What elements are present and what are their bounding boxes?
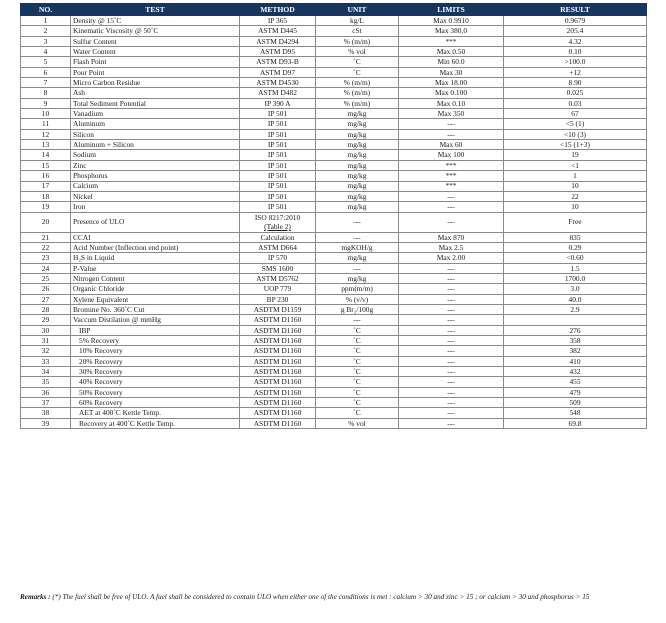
cell-test: Nickel [71, 191, 240, 201]
cell-no: 11 [21, 119, 71, 129]
cell-method: ASDTM D1160 [240, 325, 316, 335]
cell-limits: --- [399, 119, 504, 129]
cell-no: 32 [21, 346, 71, 356]
cell-no: 31 [21, 335, 71, 345]
cell-unit: ˚C [316, 377, 399, 387]
cell-no: 9 [21, 98, 71, 108]
cell-method: ASTM D482 [240, 88, 316, 98]
cell-result: 67 [504, 109, 647, 119]
table-row [21, 140, 647, 150]
cell-unit: --- [316, 263, 399, 273]
cell-method: IP 501 [240, 119, 316, 129]
cell-method: ASDTM D1160 [240, 377, 316, 387]
cell-test: Kinematic Viscosity @ 50˚C [71, 26, 240, 36]
cell-limits: --- [399, 284, 504, 294]
cell-limits: --- [399, 212, 504, 232]
remarks-text: (*) The fuel shall be free of ULO. A fuel shall be considered to contain ULO when either one of the conditions is met : calcium > 30 and zinc > 15 ; or calcium > 30 and phosphorus > 15 [52, 593, 590, 601]
cell-no: 10 [21, 109, 71, 119]
cell-result: 0.9679 [504, 16, 647, 26]
cell-limits: --- [399, 387, 504, 397]
cell-method: IP 501 [240, 202, 316, 212]
cell-limits: Max 0.50 [399, 47, 504, 57]
cell-no: 14 [21, 150, 71, 160]
cell-result: 1 [504, 171, 647, 181]
cell-unit: ˚C [316, 346, 399, 356]
table-row [21, 346, 647, 356]
cell-method: ASDTM D1160 [240, 356, 316, 366]
header-result: RESULT [504, 4, 647, 16]
cell-limits: --- [399, 263, 504, 273]
cell-result: 10 [504, 181, 647, 191]
cell-method: ASDTM D1160 [240, 408, 316, 418]
cell-limits: Max 0.9910 [399, 16, 504, 26]
cell-unit: --- [316, 232, 399, 242]
cell-unit: % (m/m) [316, 36, 399, 46]
cell-test: 40% Recovery [71, 377, 240, 387]
cell-method: IP 501 [240, 181, 316, 191]
cell-unit: mg/kg [316, 129, 399, 139]
cell-method: IP 501 [240, 140, 316, 150]
table-row [21, 408, 647, 418]
cell-test: Sulfur Content [71, 36, 240, 46]
cell-test: Ash [71, 88, 240, 98]
table-row [21, 36, 647, 46]
table-row [21, 160, 647, 170]
cell-test: Presence of ULO [71, 212, 240, 232]
cell-unit: ˚C [316, 367, 399, 377]
cell-limits: --- [399, 408, 504, 418]
cell-result: 69.8 [504, 418, 647, 428]
cell-result: Free [504, 212, 647, 232]
cell-limits: --- [399, 346, 504, 356]
cell-no: 4 [21, 47, 71, 57]
cell-unit: mg/kg [316, 150, 399, 160]
table-body [21, 16, 647, 429]
table-row [21, 57, 647, 67]
cell-test: Phosphorus [71, 171, 240, 181]
cell-limits: Max 0.100 [399, 88, 504, 98]
table-row [21, 273, 647, 283]
cell-method: IP 501 [240, 160, 316, 170]
cell-result: <5 (1) [504, 119, 647, 129]
cell-no: 1 [21, 16, 71, 26]
cell-test: 50% Recovery [71, 387, 240, 397]
cell-unit: mg/kg [316, 171, 399, 181]
cell-test: IBP [71, 325, 240, 335]
table-row [21, 150, 647, 160]
cell-unit: mg/kg [316, 181, 399, 191]
cell-method: ASTM D445 [240, 26, 316, 36]
table-row [21, 387, 647, 397]
cell-test: Iron [71, 202, 240, 212]
cell-limits: --- [399, 398, 504, 408]
cell-test: Vanadium [71, 109, 240, 119]
cell-test: Micro Carbon Residue [71, 78, 240, 88]
cell-no: 34 [21, 367, 71, 377]
cell-limits: Max 870 [399, 232, 504, 242]
header-no: NO. [21, 4, 71, 16]
cell-method: ASTM D97 [240, 67, 316, 77]
cell-result: 10 [504, 202, 647, 212]
table-row [21, 304, 647, 314]
cell-no: 22 [21, 242, 71, 252]
cell-unit: mg/kg [316, 191, 399, 201]
cell-test: 5% Recovery [71, 335, 240, 345]
cell-result: 8.90 [504, 78, 647, 88]
cell-unit: ˚C [316, 67, 399, 77]
cell-test: Water Content [71, 47, 240, 57]
cell-test: Pour Point [71, 67, 240, 77]
cell-no: 28 [21, 304, 71, 314]
cell-test: AET at 400˚C Kettle Temp. [71, 408, 240, 418]
table-row [21, 88, 647, 98]
cell-no: 17 [21, 181, 71, 191]
cell-limits: --- [399, 294, 504, 304]
cell-unit: --- [316, 212, 399, 232]
table-row [21, 98, 647, 108]
cell-no: 8 [21, 88, 71, 98]
table-row [21, 232, 647, 242]
cell-test: Xylene Equivalent [71, 294, 240, 304]
table-row [21, 356, 647, 366]
cell-result: 509 [504, 398, 647, 408]
cell-limits: --- [399, 273, 504, 283]
cell-test: Zinc [71, 160, 240, 170]
cell-no: 35 [21, 377, 71, 387]
cell-method: ASTM D4530 [240, 78, 316, 88]
cell-limits: Min 60.0 [399, 57, 504, 67]
cell-no: 3 [21, 36, 71, 46]
cell-result: 19 [504, 150, 647, 160]
table-row [21, 398, 647, 408]
cell-limits: Max 380.0 [399, 26, 504, 36]
cell-result: 1700.0 [504, 273, 647, 283]
cell-limits: *** [399, 181, 504, 191]
cell-unit: ˚C [316, 408, 399, 418]
cell-limits: --- [399, 356, 504, 366]
cell-unit: mg/kg [316, 109, 399, 119]
table-row [21, 284, 647, 294]
cell-limits: --- [399, 325, 504, 335]
cell-unit: mg/kg [316, 273, 399, 283]
header-unit: UNIT [316, 4, 399, 16]
cell-result: <0.60 [504, 253, 647, 263]
cell-no: 25 [21, 273, 71, 283]
cell-test: Sodium [71, 150, 240, 160]
table-row [21, 294, 647, 304]
cell-unit: % (m/m) [316, 88, 399, 98]
cell-unit: % vol [316, 418, 399, 428]
table-row [21, 335, 647, 345]
cell-result: 382 [504, 346, 647, 356]
cell-no: 29 [21, 315, 71, 325]
cell-method: IP 501 [240, 109, 316, 119]
table-header-row [21, 4, 647, 16]
cell-limits: --- [399, 129, 504, 139]
cell-test: Bromine No. 360˚C Cut [71, 304, 240, 314]
cell-no: 26 [21, 284, 71, 294]
cell-method: ASDTM D1160 [240, 387, 316, 397]
cell-no: 7 [21, 78, 71, 88]
table-row [21, 377, 647, 387]
cell-method: BP 230 [240, 294, 316, 304]
cell-limits: --- [399, 191, 504, 201]
cell-unit: ˚C [316, 356, 399, 366]
cell-test: Nitrogen Content [71, 273, 240, 283]
table-row [21, 202, 647, 212]
cell-unit: mg/kg [316, 119, 399, 129]
cell-method: ASDTM D1159 [240, 304, 316, 314]
cell-unit: cSt [316, 26, 399, 36]
cell-test: Flash Point [71, 57, 240, 67]
cell-limits: --- [399, 304, 504, 314]
cell-unit: % (m/m) [316, 98, 399, 108]
table-row [21, 26, 647, 36]
cell-no: 37 [21, 398, 71, 408]
cell-unit: ˚C [316, 398, 399, 408]
cell-no: 39 [21, 418, 71, 428]
cell-no: 30 [21, 325, 71, 335]
header-method: METHOD [240, 4, 316, 16]
cell-unit: mg/kg [316, 253, 399, 263]
cell-test: Aluminum + Silicon [71, 140, 240, 150]
cell-no: 16 [21, 171, 71, 181]
cell-no: 12 [21, 129, 71, 139]
cell-result: 22 [504, 191, 647, 201]
cell-result [504, 315, 647, 325]
cell-unit: ˚C [316, 387, 399, 397]
table-row [21, 191, 647, 201]
cell-method [240, 212, 316, 232]
remarks-note [20, 592, 646, 602]
cell-unit: ˚C [316, 335, 399, 345]
table-row [21, 16, 647, 26]
cell-method: IP 390 A [240, 98, 316, 108]
table-row [21, 67, 647, 77]
table-row [21, 212, 647, 232]
cell-test: 60% Recovery [71, 398, 240, 408]
cell-no: 15 [21, 160, 71, 170]
cell-limits: Max 60 [399, 140, 504, 150]
table-row [21, 418, 647, 428]
table-row [21, 253, 647, 263]
cell-test: Calcium [71, 181, 240, 191]
cell-limits: --- [399, 418, 504, 428]
cell-unit: mg/kg [316, 160, 399, 170]
cell-limits: *** [399, 160, 504, 170]
cell-unit: ˚C [316, 57, 399, 67]
cell-result: 0.03 [504, 98, 647, 108]
cell-method: IP 365 [240, 16, 316, 26]
cell-method: Calculation [240, 232, 316, 242]
cell-limits: *** [399, 171, 504, 181]
cell-no: 19 [21, 202, 71, 212]
table-row [21, 109, 647, 119]
cell-result: 410 [504, 356, 647, 366]
table-row [21, 171, 647, 181]
header-limits: LIMITS [399, 4, 504, 16]
cell-no: 33 [21, 356, 71, 366]
cell-unit: g Br₂/100g [316, 304, 399, 314]
cell-result: 0.29 [504, 242, 647, 252]
cell-method: UOP 779 [240, 284, 316, 294]
cell-no: 5 [21, 57, 71, 67]
cell-no: 36 [21, 387, 71, 397]
cell-limits: --- [399, 377, 504, 387]
spec-table-container [20, 3, 646, 429]
cell-result: 1.5 [504, 263, 647, 273]
cell-result: 0.10 [504, 47, 647, 57]
cell-method: ASDTM D1160 [240, 398, 316, 408]
cell-method: ASTM D664 [240, 242, 316, 252]
cell-unit: ˚C [316, 325, 399, 335]
cell-test: Recovery at 400˚C Kettle Temp. [71, 418, 240, 428]
cell-no: 2 [21, 26, 71, 36]
cell-limits: Max 350 [399, 109, 504, 119]
cell-unit: mg/kg [316, 140, 399, 150]
cell-limits: --- [399, 202, 504, 212]
cell-result: >100.0 [504, 57, 647, 67]
cell-test: Density @ 15˚C [71, 16, 240, 26]
cell-test: Aluminum [71, 119, 240, 129]
cell-result: +12 [504, 67, 647, 77]
cell-method: ASDTM D1160 [240, 367, 316, 377]
cell-test: 30% Recovery [71, 367, 240, 377]
cell-method: IP 501 [240, 191, 316, 201]
cell-limits: Max 0.10 [399, 98, 504, 108]
table-row [21, 263, 647, 273]
cell-result: 276 [504, 325, 647, 335]
cell-limits: Max 100 [399, 150, 504, 160]
cell-test: 20% Recovery [71, 356, 240, 366]
cell-test: P-Value [71, 263, 240, 273]
cell-result: 0.025 [504, 88, 647, 98]
cell-no: 38 [21, 408, 71, 418]
cell-result: 548 [504, 408, 647, 418]
cell-no: 20 [21, 212, 71, 232]
cell-result: 3.0 [504, 284, 647, 294]
cell-result: 358 [504, 335, 647, 345]
cell-result: <15 (1+3) [504, 140, 647, 150]
cell-limits: Max 18.00 [399, 78, 504, 88]
table-row [21, 315, 647, 325]
cell-result: 455 [504, 377, 647, 387]
cell-limits: *** [399, 36, 504, 46]
cell-result: 4.32 [504, 36, 647, 46]
table-row [21, 119, 647, 129]
cell-test: Organic Chloride [71, 284, 240, 294]
cell-result: 40.0 [504, 294, 647, 304]
spec-table [20, 3, 647, 429]
cell-method-line1: ISO 8217:2010 [254, 213, 301, 223]
cell-test: CCAI [71, 232, 240, 242]
cell-method: ASDTM D1160 [240, 315, 316, 325]
cell-limits: Max 2.5 [399, 242, 504, 252]
cell-unit: mg/kg [316, 202, 399, 212]
cell-test: Silicon [71, 129, 240, 139]
remarks-label: Remarks : [20, 593, 51, 601]
cell-result: <1 [504, 160, 647, 170]
cell-test: Acid Number (Inflection end point) [71, 242, 240, 252]
cell-no: 13 [21, 140, 71, 150]
cell-method: ASTM D5762 [240, 273, 316, 283]
cell-limits: --- [399, 315, 504, 325]
cell-test: H₂S in Liquid [71, 253, 240, 263]
table-row [21, 129, 647, 139]
table-row [21, 325, 647, 335]
table-row [21, 47, 647, 57]
cell-limits: Max 2.00 [399, 253, 504, 263]
cell-method: ASDTM D1160 [240, 418, 316, 428]
table-row [21, 181, 647, 191]
cell-method: ASTM D93-B [240, 57, 316, 67]
cell-result: 835 [504, 232, 647, 242]
cell-result: 205.4 [504, 26, 647, 36]
cell-no: 6 [21, 67, 71, 77]
cell-unit: % vol [316, 47, 399, 57]
cell-result: <10 (3) [504, 129, 647, 139]
table-row [21, 242, 647, 252]
cell-test: 10% Recovery [71, 346, 240, 356]
cell-no: 27 [21, 294, 71, 304]
cell-method: IP 501 [240, 150, 316, 160]
cell-method: SMS 1600 [240, 263, 316, 273]
cell-limits: Max 30 [399, 67, 504, 77]
cell-method: IP 501 [240, 129, 316, 139]
cell-limits: --- [399, 367, 504, 377]
cell-test: Total Sediment Potential [71, 98, 240, 108]
cell-unit: --- [316, 315, 399, 325]
cell-unit: ppm(m/m) [316, 284, 399, 294]
table-row [21, 78, 647, 88]
cell-unit: % (v/v) [316, 294, 399, 304]
table-row [21, 367, 647, 377]
cell-method: IP 501 [240, 171, 316, 181]
cell-unit: mgKOH/g [316, 242, 399, 252]
cell-no: 24 [21, 263, 71, 273]
cell-unit: kg/L [316, 16, 399, 26]
cell-result: 432 [504, 367, 647, 377]
cell-method: ASTM D95 [240, 47, 316, 57]
cell-no: 23 [21, 253, 71, 263]
cell-no: 18 [21, 191, 71, 201]
cell-method: ASTM D4294 [240, 36, 316, 46]
cell-result: 479 [504, 387, 647, 397]
cell-test: Vaccum Distilation @ mmHg [71, 315, 240, 325]
cell-method-line2: (Table 2) [264, 222, 291, 232]
cell-unit: % (m/m) [316, 78, 399, 88]
cell-method: ASDTM D1160 [240, 335, 316, 345]
header-test: TEST [71, 4, 240, 16]
cell-result: 2.9 [504, 304, 647, 314]
cell-limits: --- [399, 335, 504, 345]
cell-method: ASDTM D1160 [240, 346, 316, 356]
cell-no: 21 [21, 232, 71, 242]
cell-method: IP 570 [240, 253, 316, 263]
